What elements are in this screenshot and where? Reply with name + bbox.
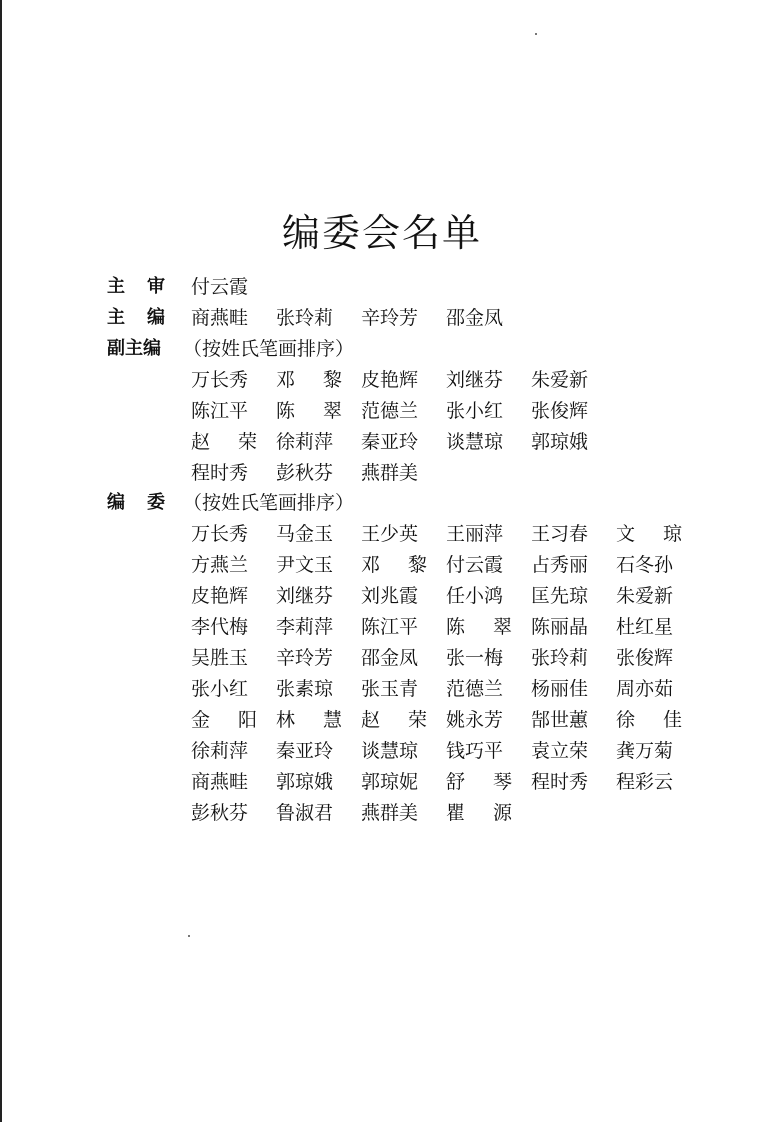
label-chief-reviewer xyxy=(107,275,165,299)
member-name: 陈丽晶 xyxy=(531,616,589,638)
member-name: 吴胜玉 xyxy=(191,647,249,669)
member-name: 马金玉 xyxy=(276,523,334,545)
member-name: 秦亚玲 xyxy=(276,740,334,762)
member-name: 郭琼娥 xyxy=(276,771,334,793)
member-name: 张素琼 xyxy=(276,678,334,700)
member-name: 程时秀 xyxy=(531,771,589,793)
member-name: 辛玲芳 xyxy=(276,647,334,669)
member-name: 张俊辉 xyxy=(531,400,589,422)
member-name: 秦亚玲 xyxy=(361,431,419,453)
label-deputy-editors: 副主编 xyxy=(107,338,161,359)
member-name: 程时秀 xyxy=(191,462,249,484)
member-name: 尹文玉 xyxy=(276,554,334,576)
member-name: 袁立荣 xyxy=(531,740,589,762)
member-name: 张小红 xyxy=(191,678,249,700)
editorial-board-note: （按姓氏笔画排序） xyxy=(183,492,355,514)
deputy-editors-note: （按姓氏笔画排序） xyxy=(183,338,355,360)
member-name: 李代梅 xyxy=(191,616,249,638)
member-name: 朱爱新 xyxy=(531,369,589,391)
member-name: 张小红 xyxy=(446,400,504,422)
member-name: 赵 荣 xyxy=(361,709,427,731)
member-name: 邓 黎 xyxy=(276,369,342,391)
member-name: 万长秀 xyxy=(191,523,249,545)
member-name: 陈 翠 xyxy=(446,616,512,638)
member-name: 郭琼妮 xyxy=(361,771,419,793)
member-name: 方燕兰 xyxy=(191,554,249,576)
member-name: 刘继芬 xyxy=(276,585,334,607)
member-name: 徐莉萍 xyxy=(191,740,249,762)
member-name: 谈慧琼 xyxy=(361,740,419,762)
member-name: 商燕畦 xyxy=(191,771,249,793)
member-name: 赵 荣 xyxy=(191,431,257,453)
member-name: 陈江平 xyxy=(191,400,249,422)
member-name: 王丽萍 xyxy=(446,523,504,545)
member-name: 姚永芳 xyxy=(446,709,504,731)
label-chief-editors xyxy=(107,306,165,330)
member-name: 范德兰 xyxy=(361,400,419,422)
member-name: 徐莉萍 xyxy=(276,431,334,453)
member-name: 金 阳 xyxy=(191,709,257,731)
member-name: 张玲莉 xyxy=(531,647,589,669)
member-name: 皮艳辉 xyxy=(361,369,419,391)
page-edge-line xyxy=(0,0,2,1122)
member-name: 辛玲芳 xyxy=(361,307,419,329)
member-name: 邵金凤 xyxy=(361,647,419,669)
member-name: 杨丽佳 xyxy=(531,678,589,700)
label-editorial-board-char: 编 xyxy=(107,492,125,513)
label-chief-reviewer-char: 主 xyxy=(107,276,125,297)
member-name: 龚万菊 xyxy=(616,740,674,762)
member-name: 张俊辉 xyxy=(616,647,674,669)
member-name: 匡先琼 xyxy=(531,585,589,607)
member-name: 彭秋芬 xyxy=(191,802,249,824)
label-chief-reviewer-char: 审 xyxy=(147,276,165,297)
member-name: 燕群美 xyxy=(361,802,419,824)
member-name: 鲁淑君 xyxy=(276,802,334,824)
member-name: 付云霞 xyxy=(446,554,504,576)
member-name: 陈江平 xyxy=(361,616,419,638)
member-name: 郜世蕙 xyxy=(531,709,589,731)
member-name: 程彩云 xyxy=(616,771,674,793)
member-name: 李莉萍 xyxy=(276,616,334,638)
member-name: 商燕畦 xyxy=(191,307,249,329)
page-title: 编委会名单 xyxy=(281,211,482,255)
member-name: 钱巧平 xyxy=(446,740,504,762)
member-name: 张玲莉 xyxy=(276,307,334,329)
member-name: 燕群美 xyxy=(361,462,419,484)
member-name: 占秀丽 xyxy=(531,554,589,576)
member-name: 杜红星 xyxy=(616,616,674,638)
label-editorial-board xyxy=(107,491,165,515)
member-name: 张玉青 xyxy=(361,678,419,700)
member-name: 王习春 xyxy=(531,523,589,545)
member-name: 舒 琴 xyxy=(446,771,512,793)
member-name: 谈慧琼 xyxy=(446,431,504,453)
member-name: 林 慧 xyxy=(276,709,342,731)
member-name: 徐 佳 xyxy=(616,709,682,731)
member-name: 皮艳辉 xyxy=(191,585,249,607)
member-name: 刘继芬 xyxy=(446,369,504,391)
member-name: 任小鸿 xyxy=(446,585,504,607)
member-name: 邓 黎 xyxy=(361,554,427,576)
member-name: 郭琼娥 xyxy=(531,431,589,453)
scan-speck xyxy=(535,33,537,35)
member-name: 张一梅 xyxy=(446,647,504,669)
member-name: 付云霞 xyxy=(191,276,249,298)
member-name: 周亦茹 xyxy=(616,678,674,700)
member-name: 瞿 源 xyxy=(446,802,512,824)
label-editorial-board-char: 委 xyxy=(147,492,165,513)
member-name: 石冬孙 xyxy=(616,554,674,576)
member-name: 王少英 xyxy=(361,523,419,545)
label-chief-editors-char: 编 xyxy=(147,307,165,328)
member-name: 邵金凤 xyxy=(446,307,504,329)
member-name: 范德兰 xyxy=(446,678,504,700)
member-name: 刘兆霞 xyxy=(361,585,419,607)
scan-speck xyxy=(188,935,190,937)
member-name: 文 琼 xyxy=(616,523,682,545)
member-name: 朱爱新 xyxy=(616,585,674,607)
member-name: 彭秋芬 xyxy=(276,462,334,484)
member-name: 万长秀 xyxy=(191,369,249,391)
label-chief-editors-char: 主 xyxy=(107,307,125,328)
member-name: 陈 翠 xyxy=(276,400,342,422)
